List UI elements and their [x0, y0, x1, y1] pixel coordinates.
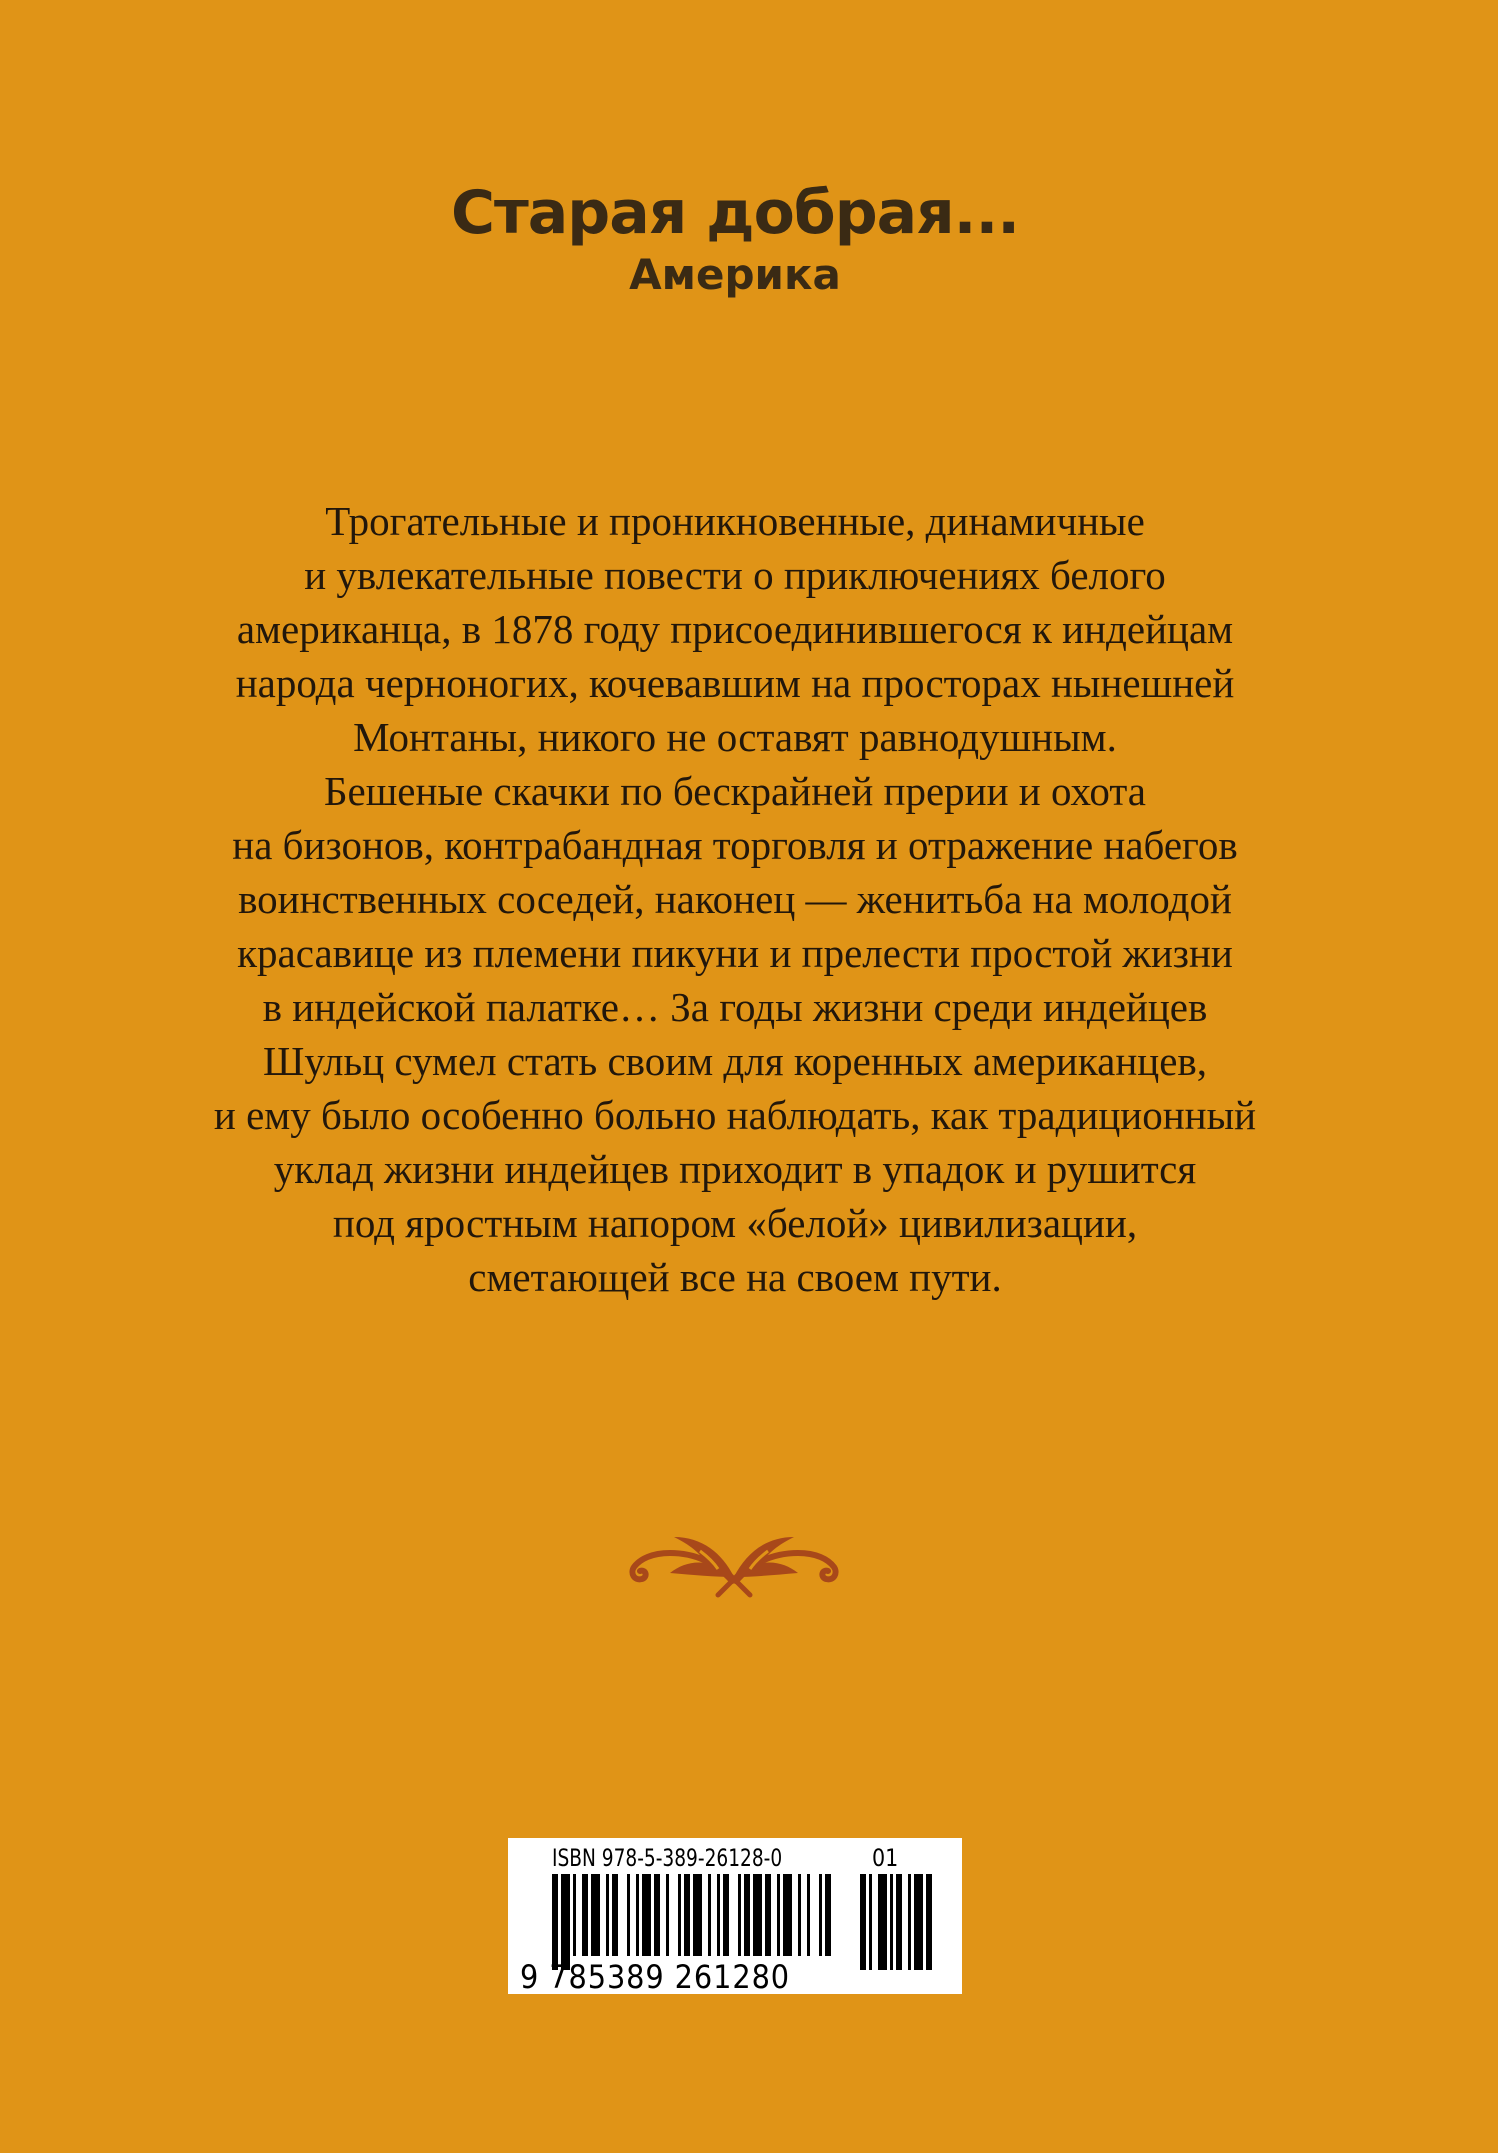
annotation-line: под яростным напором «белой» цивилизации, — [332, 1200, 1138, 1246]
series-heading — [0, 180, 1470, 298]
annotation-line: Бешеные скачки по бескрайней прерии и охота — [323, 768, 1146, 814]
annotation-line: в индейской палатке… За годы жизни среди индейцев — [262, 984, 1208, 1030]
book-annotation — [120, 494, 1350, 1304]
annotation-line: и ему было особенно больно наблюдать, как традиционный — [213, 1092, 1257, 1138]
barcode-addon-code: 01 — [872, 1844, 899, 1872]
isbn-label: ISBN 978-5-389-26128-0 — [552, 1844, 783, 1872]
annotation-line: Монтаны, никого не оставят равнодушным. — [353, 714, 1117, 760]
isbn-barcode — [508, 1838, 962, 1994]
annotation-line: уклад жизни индейцев приходит в упадок и рушится — [273, 1146, 1197, 1192]
annotation-line: воинственных соседей, наконец — женитьба на молодой — [238, 876, 1232, 922]
annotation-line: сметающей все на своем пути. — [468, 1254, 1002, 1300]
series-title: Старая добрая... — [450, 178, 1020, 248]
annotation-line: красавице из племени пикуни и прелести простой жизни — [237, 930, 1233, 976]
series-subtitle: Америка — [629, 250, 841, 299]
annotation-line: Шульц сумел стать своим для коренных американцев, — [262, 1038, 1208, 1084]
annotation-line: народа черноногих, кочевавшим на просторах нынешней — [235, 660, 1235, 706]
annotation-line: на бизонов, контрабандная торговля и отражение набегов — [232, 822, 1238, 868]
leaf-scroll-ornament-icon — [604, 1523, 864, 1603]
annotation-line: и увлекательные повести о приключениях белого — [304, 552, 1166, 598]
ean-digits: 9 785389 261280 — [520, 1958, 791, 1996]
annotation-line: Трогательные и проникновенные, динамичные — [325, 498, 1145, 544]
annotation-line: американца, в 1878 году присоединившегося к индейцам — [236, 606, 1234, 652]
